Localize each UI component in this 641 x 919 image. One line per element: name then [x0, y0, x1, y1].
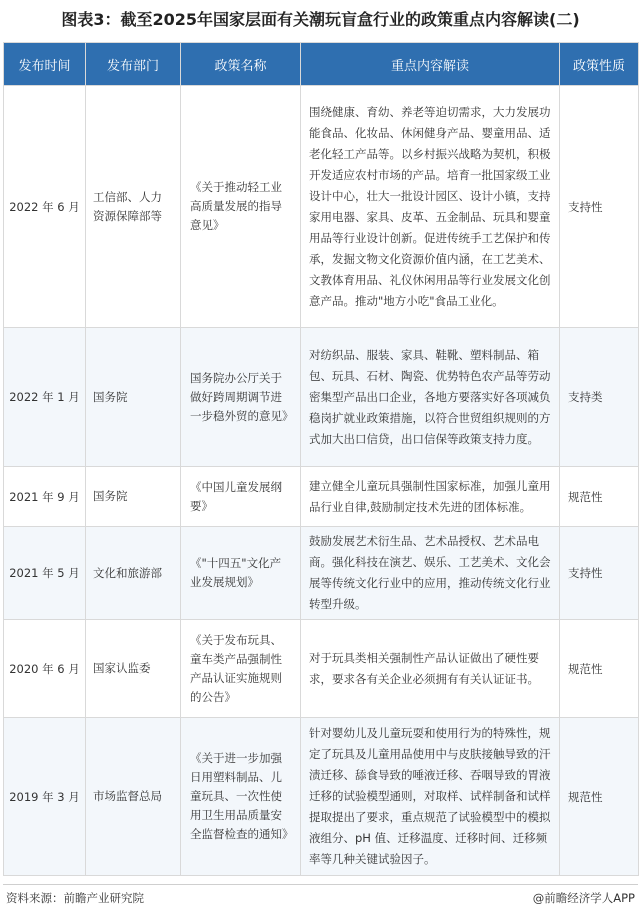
cell-policy-name: 《关于推动轻工业高质量发展的指导意见》	[181, 86, 301, 328]
table-row	[4, 328, 639, 467]
header-dept: 发布部门	[86, 43, 181, 86]
cell-policy-name: 国务院办公厅关于做好跨周期调节进一步稳外贸的意见》	[181, 328, 301, 467]
header-date: 发布时间	[4, 43, 86, 86]
cell-content: 鼓励发展艺术衍生品、艺术品授权、艺术品电商。强化科技在演艺、娱乐、工艺美术、文化会展等传统文化行业中的应用，推动传统文化行业转型升级。	[301, 527, 560, 620]
header-nature: 政策性质	[560, 43, 639, 86]
brand-credit: @前瞻经济学人APP	[532, 891, 635, 905]
cell-dept: 市场监督总局	[86, 718, 181, 876]
table-row	[4, 620, 639, 718]
cell-content: 对于玩具类相关强制性产品认证做出了硬性要求，要求各有关企业必须拥有有关认证证书。	[301, 620, 560, 718]
cell-nature: 规范性	[560, 718, 639, 876]
table-row	[4, 86, 639, 328]
cell-date: 2022 年 1 月	[4, 328, 86, 467]
cell-nature: 支持类	[560, 328, 639, 467]
cell-policy-name: 《关于发布玩具、童车类产品强制性产品认证实施规则的公告》	[181, 620, 301, 718]
cell-nature: 支持性	[560, 527, 639, 620]
cell-date: 2020 年 6 月	[4, 620, 86, 718]
cell-content: 围绕健康、育幼、养老等迫切需求，大力发展功能食品、化妆品、休闲健身产品、婴童用品、适老化轻工产品等。以乡村振兴战略为契机，积极开发适应农村市场的产品。培育一批国家级工业设计中心，壮大一批设计园区、设计小镇，支持家用电器、家具、皮革、五金制品、玩具和婴童用品等行业设计创新。促进传统手工艺保护和传承，发掘文物文化资源价值内涵，在工艺美术、文教体育用品、礼仪休闲用品等行业发展文化创意产品。推动"地方小吃"食品工业化。	[301, 86, 560, 328]
cell-nature: 支持性	[560, 86, 639, 328]
cell-date: 2019 年 3 月	[4, 718, 86, 876]
cell-nature: 规范性	[560, 620, 639, 718]
page-title: 图表3：截至2025年国家层面有关潮玩盲盒行业的政策重点内容解读(二)	[61, 10, 580, 29]
footer	[6, 890, 635, 908]
cell-dept: 国务院	[86, 467, 181, 527]
cell-content: 对纺织品、服装、家具、鞋靴、塑料制品、箱包、玩具、石材、陶瓷、优势特色农产品等劳动密集型产品出口企业，各地方要落实好各项减负稳岗扩就业政策措施，以符合世贸组织规则的方式加大出口信贷，出口信保等政策支持力度。	[301, 328, 560, 467]
cell-policy-name: 《中国儿童发展纲要》	[181, 467, 301, 527]
table-row	[4, 467, 639, 527]
cell-date: 2022 年 6 月	[4, 86, 86, 328]
header-name: 政策名称	[181, 43, 301, 86]
policy-table	[3, 42, 639, 876]
cell-dept: 国务院	[86, 328, 181, 467]
cell-dept: 文化和旅游部	[86, 527, 181, 620]
cell-content: 针对婴幼儿及儿童玩耍和使用行为的特殊性，规定了玩具及儿童用品使用中与皮肤接触导致的汗渍迁移、舔食导致的唾液迁移、吞咽导致的胃液迁移的试验模型通则，对取样、试样制备和试样提取提出了要求，重点规范了试验模型中的模拟液组分、pH 值、迁移温度、迁移时间、迁移频率等几种关键试验因子。	[301, 718, 560, 876]
cell-dept: 国家认监委	[86, 620, 181, 718]
table-header-row	[4, 43, 639, 86]
cell-date: 2021 年 9 月	[4, 467, 86, 527]
header-content: 重点内容解读	[301, 43, 560, 86]
cell-policy-name: 《"十四五"文化产业发展规划》	[181, 527, 301, 620]
footer-divider	[3, 884, 638, 885]
source-note: 资料来源：前瞻产业研究院	[6, 891, 144, 905]
table-row	[4, 527, 639, 620]
cell-nature: 规范性	[560, 467, 639, 527]
table-row	[4, 718, 639, 876]
cell-policy-name: 《关于进一步加强日用塑料制品、儿童玩具、一次性使用卫生用品质量安全监督检查的通知》	[181, 718, 301, 876]
cell-date: 2021 年 5 月	[4, 527, 86, 620]
cell-content: 建立健全儿童玩具强制性国家标准，加强儿童用品行业自律,鼓励制定技术先进的团体标准。	[301, 467, 560, 527]
cell-dept: 工信部、人力资源保障部等	[86, 86, 181, 328]
